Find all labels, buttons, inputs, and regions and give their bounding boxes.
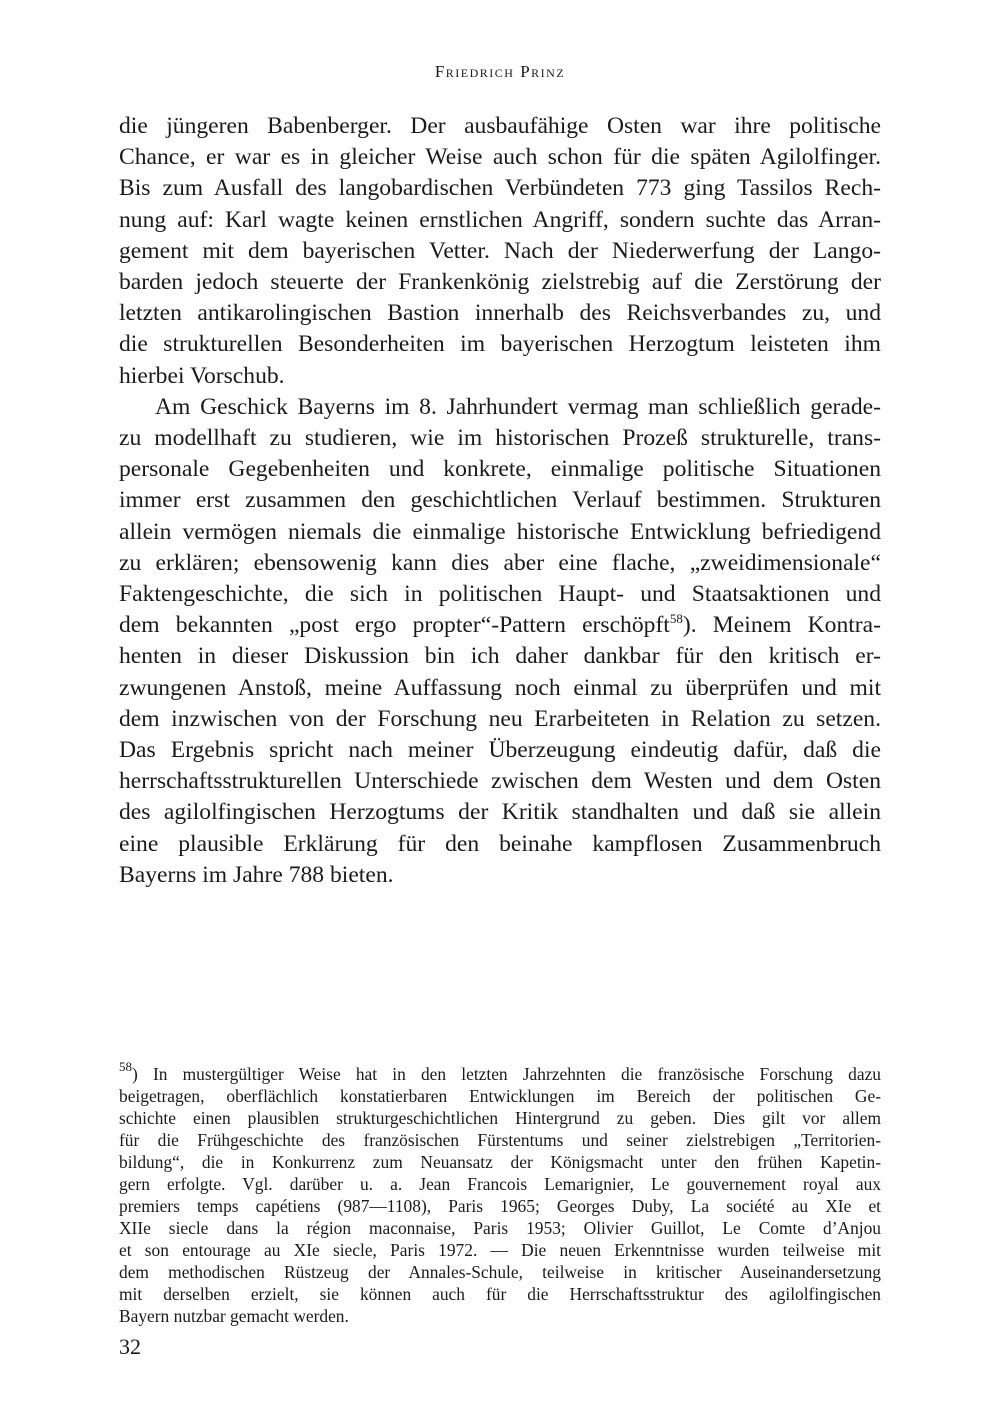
text-segment: dem bekannten „post ergo propter“-Pattern erschöpft (119, 612, 670, 639)
text-line: hierbei Vorschub. (119, 362, 285, 389)
footnote-line: dem methodischen Rüstzeug der Annales-Schule, teilweise in kritischer Auseinandersetzung (119, 1262, 881, 1282)
footnote-line: beigetragen, oberflächlich konstatierbaren Entwicklungen im Bereich der politischen Ge- (119, 1086, 881, 1106)
footnote-line: mit derselben erzielt, sie können auch für die Herrschaftsstruktur des agilolfingischen (119, 1284, 881, 1304)
footnote-line: premiers temps capétiens (987—1108), Paris 1965; Georges Duby, La société au XIe et (119, 1196, 881, 1216)
footnote-line: Bayern nutzbar gemacht werden. (119, 1306, 349, 1326)
page-number: 32 (119, 1334, 141, 1359)
footnote-line (119, 1059, 881, 1085)
text-line: henten in dieser Diskussion bin ich daher dankbar für den kritisch er- (119, 643, 881, 670)
text-line: eine plausible Erklärung für den beinahe kampflosen Zusammenbruch (119, 830, 881, 857)
running-head: Friedrich Prinz (434, 62, 566, 81)
text-line: immer erst zusammen den geschichtlichen Verlauf bestimmen. Strukturen (119, 487, 881, 514)
footnote-line: gern erfolgte. Vgl. darüber u. a. Jean Francois Lemarignier, Le gouvernement royal aux (119, 1174, 881, 1194)
text-line: zu erklären; ebensowenig kann dies aber eine flache, „zweidimensionale“ (119, 549, 881, 576)
text-line: des agilolfingischen Herzogtums der Kritik standhalten und daß sie allein (119, 799, 881, 826)
text-line: herrschaftsstrukturellen Unterschiede zwischen dem Westen und dem Osten (119, 768, 881, 795)
text-segment: ) In mustergültiger Weise hat in den letzten Jahrzehnten die französische Forschung dazu (132, 1064, 881, 1084)
text-line: personale Gegebenheiten und konkrete, einmalige politische Situationen (119, 456, 881, 483)
text-line: gement mit dem bayerischen Vetter. Nach der Niederwerfung der Lango- (119, 237, 881, 264)
text-line: Am Geschick Bayerns im 8. Jahrhundert vermag man schließlich gerade- (155, 393, 881, 420)
footnote-marker: 58 (119, 1059, 132, 1074)
main-text (119, 111, 881, 891)
text-line: Bis zum Ausfall des langobardischen Verbündeten 773 ging Tassilos Rech- (119, 175, 881, 202)
footnote-line: bildung“, die in Konkurrenz zum Neuansatz der Königsmacht unter den frühen Kapetin- (119, 1152, 881, 1172)
text-line: dem inzwischen von der Forschung neu Erarbeiteten in Relation zu setzen. (119, 705, 881, 732)
text-line: Faktengeschichte, die sich in politischen Haupt- und Staatsaktionen und (119, 581, 881, 608)
footnote-reference: 58 (669, 611, 683, 627)
text-line: barden jedoch steuerte der Frankenkönig zielstrebig auf die Zerstörung der (119, 269, 881, 296)
text-line-with-footnote-ref (119, 610, 881, 641)
text-line: Chance, er war es in gleicher Weise auch schon für die späten Agilolfinger. (119, 144, 881, 171)
footnotes (119, 1059, 881, 1327)
text-line: Bayerns im Jahre 788 bieten. (119, 861, 394, 888)
text-line: letzten antikarolingischen Bastion innerhalb des Reichsverbandes zu, und (119, 300, 881, 327)
footnote-line: XIIe siecle dans la région maconnaise, Paris 1953; Olivier Guillot, Le Comte d’Anjou (119, 1218, 881, 1238)
text-line: Das Ergebnis spricht nach meiner Überzeugung eindeutig dafür, daß die (119, 737, 881, 764)
text-line: die jüngeren Babenberger. Der ausbaufähige Osten war ihre politische (119, 113, 881, 139)
footnote-line: et son entourage au XIe siecle, Paris 1972. — Die neuen Erkenntnisse wurden teilweise mit (119, 1240, 881, 1260)
footnote-line: schichte einen plausiblen strukturgeschichtlichen Hintergrund zu geben. Dies gilt vor allem (119, 1108, 881, 1128)
text-line: zu modellhaft zu studieren, wie im historischen Prozeß strukturelle, trans- (119, 425, 881, 452)
text-line: nung auf: Karl wagte keinen ernstlichen Angriff, sondern suchte das Arran- (119, 206, 881, 233)
text-line: zwungenen Anstoß, meine Auffassung noch einmal zu überprüfen und mit (119, 674, 881, 701)
text-line: allein vermögen niemals die einmalige historische Entwicklung befriedigend (119, 518, 881, 545)
text-line: die strukturellen Besonderheiten im bayerischen Herzogtum leisteten ihm (119, 331, 881, 358)
text-segment: ). Meinem Kontra- (682, 612, 881, 639)
footnote-line: für die Frühgeschichte des französischen Fürstentums und seiner zielstrebigen „Territorien- (119, 1130, 881, 1150)
